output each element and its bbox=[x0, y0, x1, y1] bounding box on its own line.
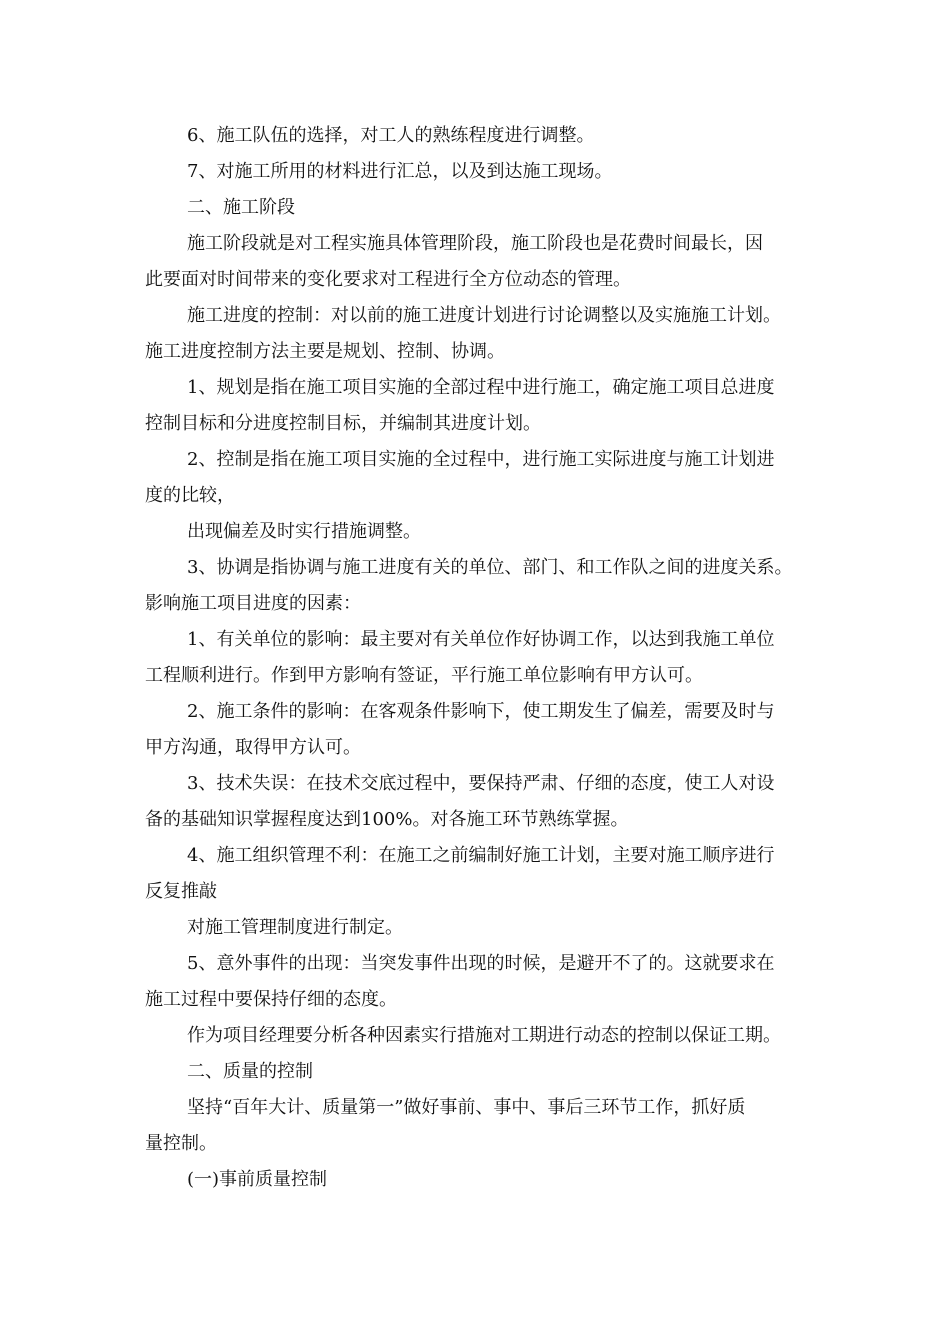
text-line: 施工进度控制方法主要是规划、控制、协调。 bbox=[145, 341, 505, 362]
text-line: 施工进度的控制：对以前的施工进度计划进行讨论调整以及实施施工计划。 bbox=[187, 305, 781, 326]
text-line: 工程顺利进行。作到甲方影响有签证，平行施工单位影响有甲方认可。 bbox=[145, 665, 703, 686]
text-line: (一)事前质量控制 bbox=[187, 1169, 328, 1190]
text-line: 7、对施工所用的材料进行汇总，以及到达施工现场。 bbox=[187, 161, 613, 182]
text-line: 二、质量的控制 bbox=[187, 1061, 313, 1082]
text-line: 施工过程中要保持仔细的态度。 bbox=[145, 989, 397, 1010]
text-line: 5、意外事件的出现：当突发事件出现的时候，是避开不了的。这就要求在 bbox=[187, 953, 775, 974]
text-line: 1、有关单位的影响：最主要对有关单位作好协调工作，以达到我施工单位 bbox=[187, 629, 775, 650]
text-line: 此要面对时间带来的变化要求对工程进行全方位动态的管理。 bbox=[145, 269, 631, 290]
text-line: 备的基础知识掌握程度达到100%。对各施工环节熟练掌握。 bbox=[145, 809, 629, 830]
text-line: 对施工管理制度进行制定。 bbox=[187, 917, 403, 938]
text-line: 二、施工阶段 bbox=[187, 197, 295, 218]
text-line: 出现偏差及时实行措施调整。 bbox=[187, 521, 421, 542]
text-line: 作为项目经理要分析各种因素实行措施对工期进行动态的控制以保证工期。 bbox=[187, 1025, 781, 1046]
text-line: 4、施工组织管理不利：在施工之前编制好施工计划，主要对施工顺序进行 bbox=[187, 845, 775, 866]
text-line: 控制目标和分进度控制目标，并编制其进度计划。 bbox=[145, 413, 541, 434]
text-line: 度的比较， bbox=[145, 485, 235, 506]
text-line: 坚持“百年大计、质量第一”做好事前、事中、事后三环节工作，抓好质 bbox=[187, 1097, 746, 1118]
text-line: 2、施工条件的影响：在客观条件影响下，使工期发生了偏差，需要及时与 bbox=[187, 701, 775, 722]
text-line: 施工阶段就是对工程实施具体管理阶段，施工阶段也是花费时间最长，因 bbox=[187, 233, 763, 254]
text-line: 反复推敲 bbox=[145, 881, 217, 902]
text-line: 1、规划是指在施工项目实施的全部过程中进行施工，确定施工项目总进度 bbox=[187, 377, 775, 398]
text-line: 2、控制是指在施工项目实施的全过程中，进行施工实际进度与施工计划进 bbox=[187, 449, 775, 470]
text-line: 3、技术失误：在技术交底过程中，要保持严肃、仔细的态度，使工人对设 bbox=[187, 773, 775, 794]
text-line: 6、施工队伍的选择，对工人的熟练程度进行调整。 bbox=[187, 125, 595, 146]
document-body bbox=[145, 118, 825, 1198]
text-line: 影响施工项目进度的因素： bbox=[145, 593, 361, 614]
text-line: 量控制。 bbox=[145, 1133, 217, 1154]
text-line: 3、协调是指协调与施工进度有关的单位、部门、和工作队之间的进度关系。 bbox=[187, 557, 793, 578]
text-line: 甲方沟通，取得甲方认可。 bbox=[145, 737, 361, 758]
